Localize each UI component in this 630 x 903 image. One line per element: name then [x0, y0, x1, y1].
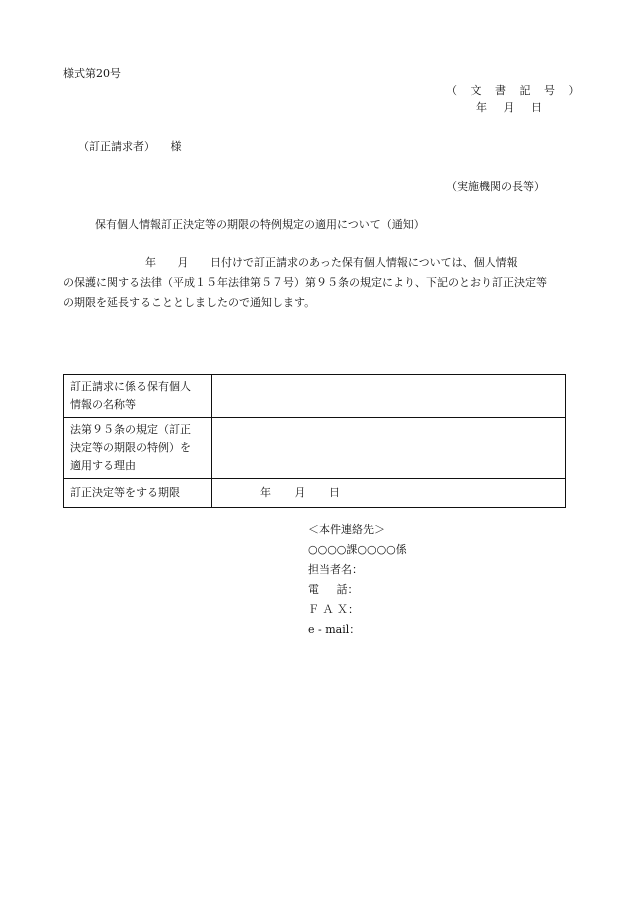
- body-line-1: 年 月 日付けで訂正請求のあった保有個人情報については、個人情報: [145, 256, 518, 269]
- row-label-request-info: [64, 375, 212, 418]
- contact-email: e - mail：: [308, 623, 361, 636]
- row-value-reason: [212, 418, 566, 479]
- body-line-3: の期限を延長することとしましたので通知します。: [63, 296, 316, 309]
- label-line: 法第９５条の規定（訂正: [70, 423, 191, 436]
- contact-person: 担当者名：: [308, 563, 363, 576]
- label-line: 訂正決定等をする期限: [70, 486, 180, 499]
- contact-department: ○○○○課○○○○係: [308, 543, 407, 556]
- document-number: （ 文 書 記 号 ）: [446, 84, 585, 97]
- body-line-2: の保護に関する法律（平成１５年法律第５７号）第９５条の規定により、下記のとおり訂正決定等: [63, 276, 547, 289]
- row-label-reason: [64, 418, 212, 479]
- info-table: [63, 374, 566, 508]
- row-value-request-info: [212, 375, 566, 418]
- table-row: [64, 418, 566, 479]
- form-number: 様式第20号: [63, 67, 121, 80]
- contact-heading: ＜本件連絡先＞: [308, 523, 385, 536]
- row-label-deadline: [64, 479, 212, 508]
- label-line: 情報の名称等: [70, 398, 136, 411]
- document-title: 保有個人情報訂正決定等の期限の特例規定の適用について（通知）: [95, 218, 425, 231]
- contact-phone: 電 話：: [308, 583, 359, 596]
- table-row: [64, 479, 566, 508]
- label-line: 適用する理由: [70, 459, 136, 472]
- label-line: 訂正請求に係る保有個人: [70, 380, 191, 393]
- label-line: 決定等の期限の特例）を: [70, 441, 191, 454]
- contact-fax: Ｆ Ａ Ｘ：: [308, 603, 359, 616]
- contact-block: [308, 520, 407, 640]
- recipient: （訂正請求者） 様: [78, 140, 182, 153]
- sender: （実施機関の長等）: [446, 180, 545, 193]
- document-date: 年 月 日: [476, 101, 542, 114]
- row-value-deadline: 年 月 日: [212, 479, 566, 508]
- table-row: [64, 375, 566, 418]
